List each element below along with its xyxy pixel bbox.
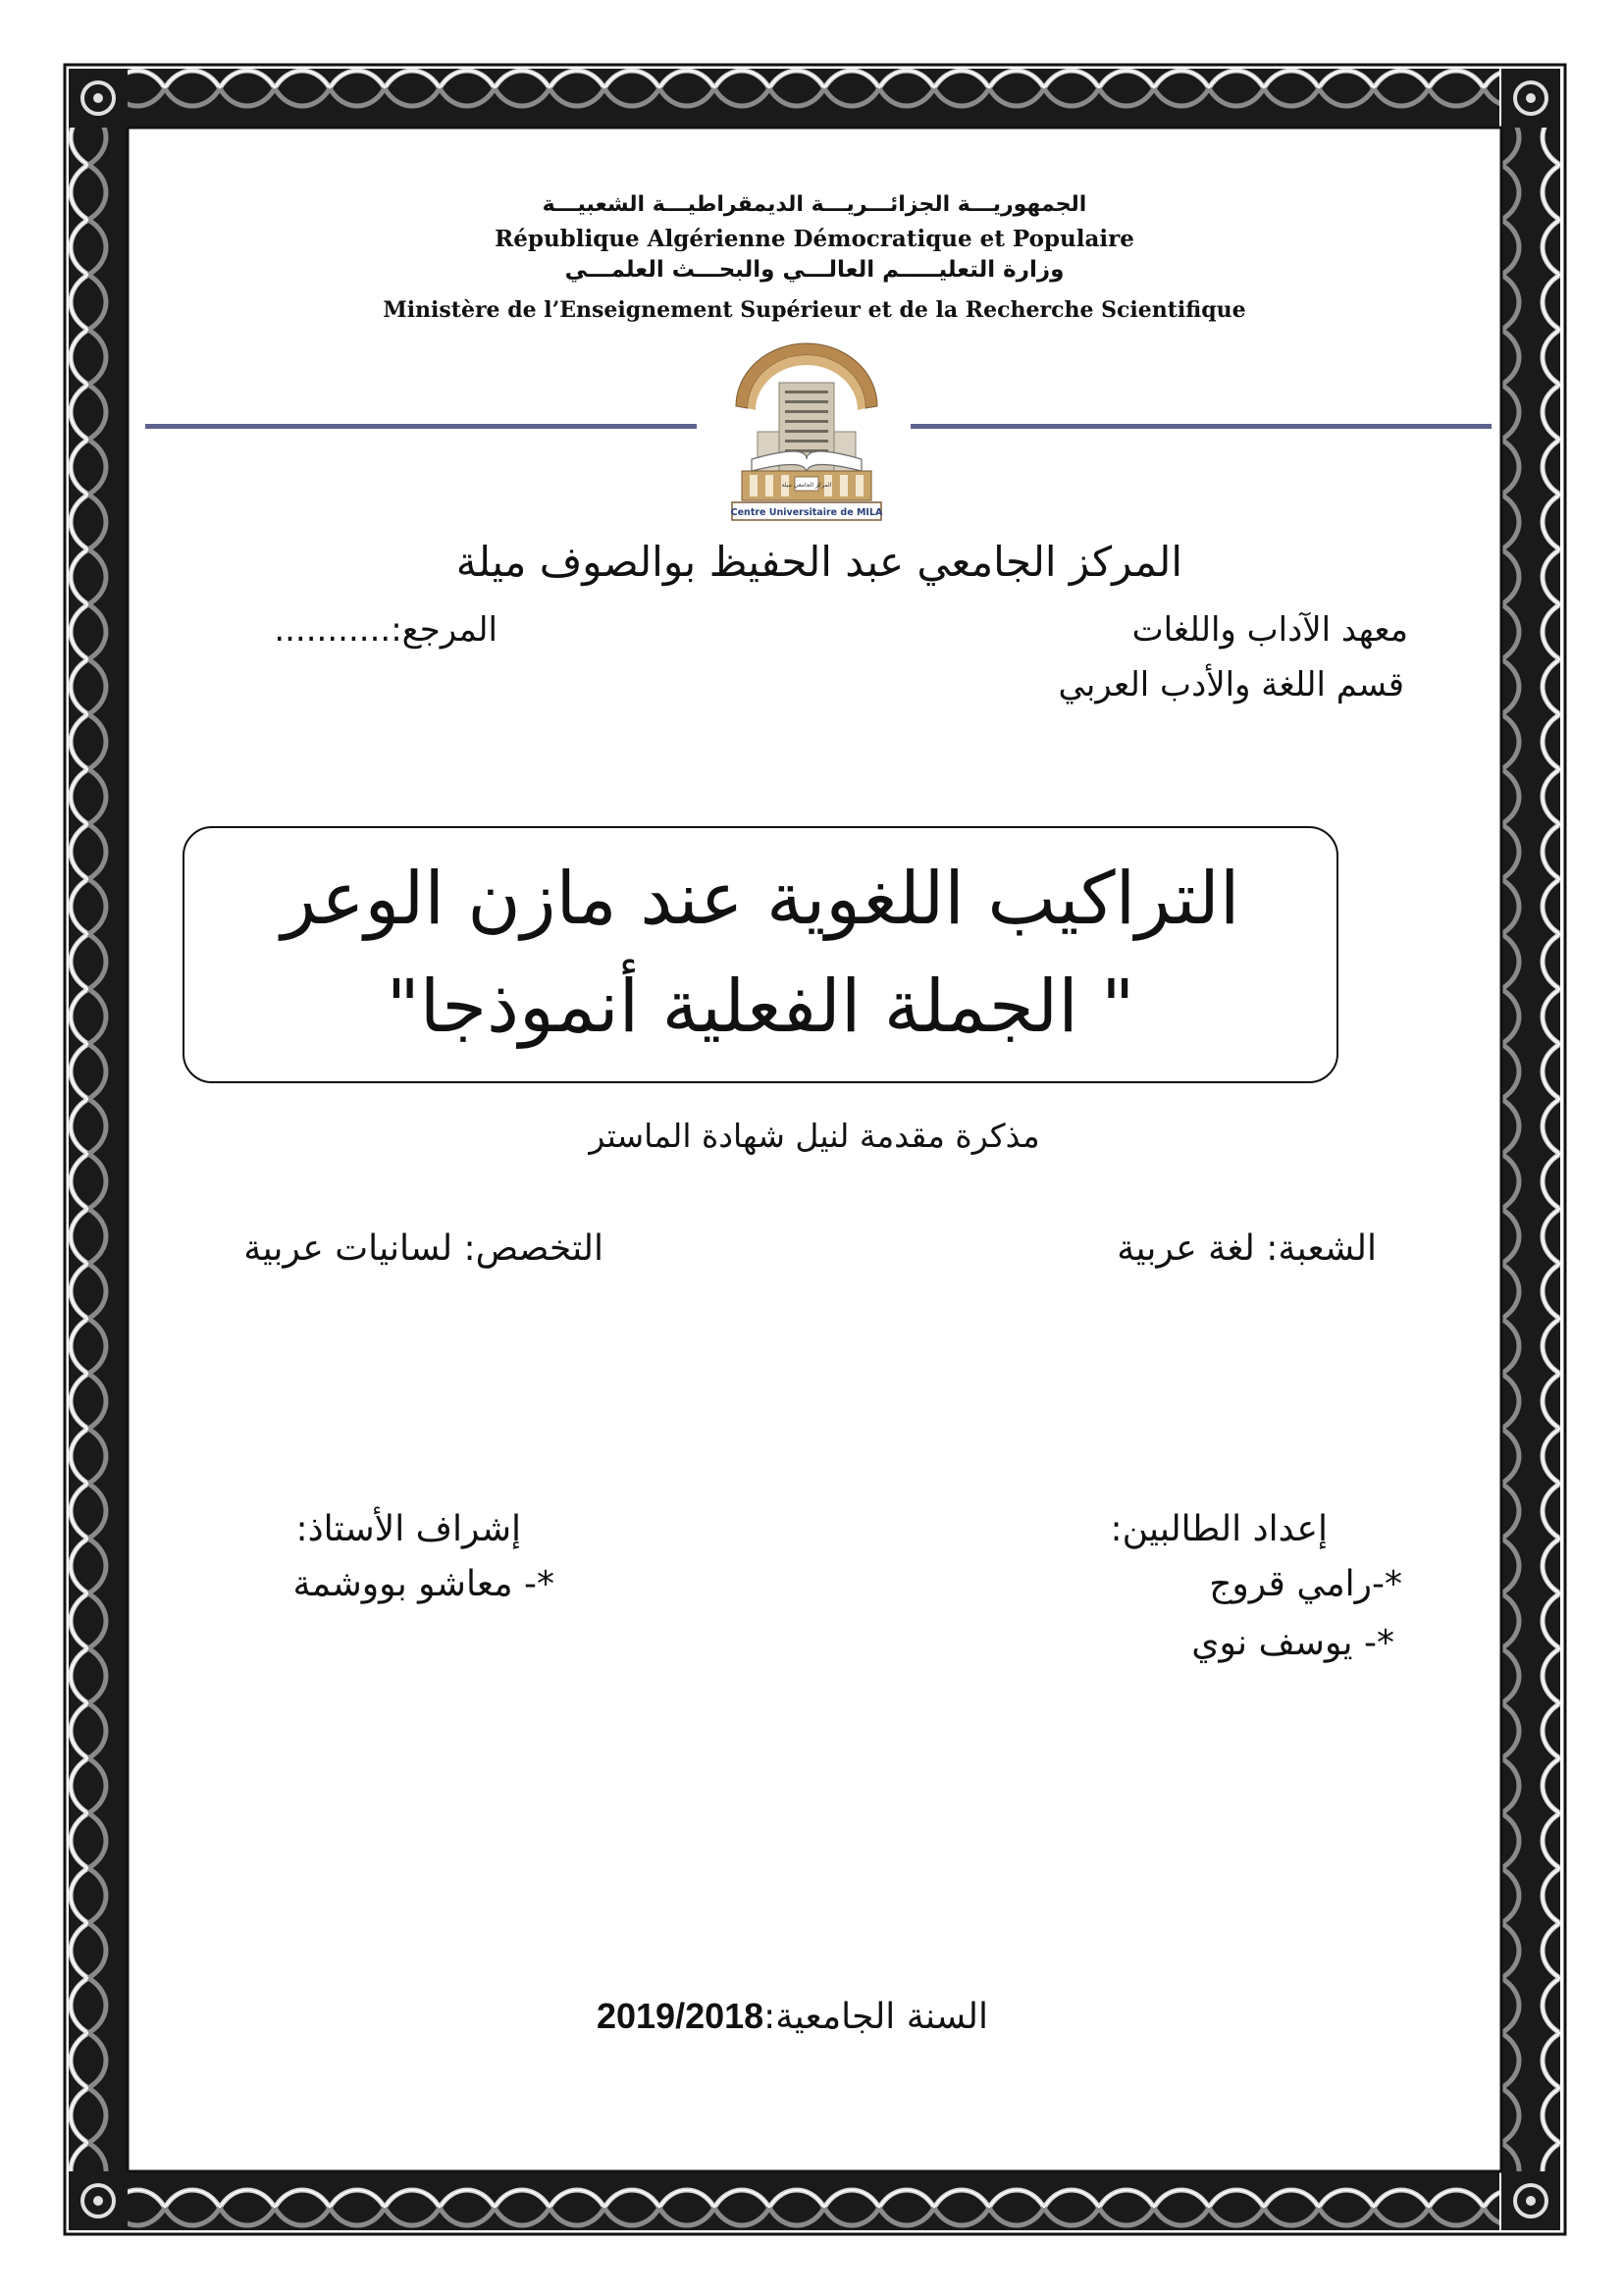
university-center-name: المركز الجامعي عبد الحفيظ بوالصوف ميلة xyxy=(455,538,1182,586)
logo-banner-text: المركز الجامعي ميلة xyxy=(781,482,832,489)
academic-year-value: 2019/2018 xyxy=(596,1996,764,2036)
thesis-title-line1: التراكيب اللغوية عند مازن الوعر xyxy=(281,857,1240,941)
header-rule-right xyxy=(911,424,1492,429)
supervisor-label: إشراف الأستاذ: xyxy=(295,1509,521,1549)
students-label: إعداد الطالبين: xyxy=(1110,1509,1328,1549)
republic-french: République Algérienne Démocratique et Populaire xyxy=(495,226,1134,252)
institute-name: معهد الآداب واللغات xyxy=(1131,610,1408,650)
department-name: قسم اللغة والأدب العربي xyxy=(1058,665,1404,704)
header-rule-left xyxy=(145,424,697,429)
university-logo xyxy=(722,338,891,526)
ministry-french: Ministère de l’Enseignement Supérieur et de la Recherche Scientifique xyxy=(383,297,1246,323)
republic-arabic: الجمهوريـــة الجزائـــريـــة الديمقراطيـــة الشعبيـــة xyxy=(542,192,1087,217)
ministry-arabic: وزارة التعليـــــم العالـــي والبحـــث العلمـــي xyxy=(564,257,1065,283)
student-name: *- يوسف نوي xyxy=(1191,1623,1394,1663)
logo-caption: Centre Universitaire de MILA xyxy=(730,507,883,518)
academic-year xyxy=(597,1996,988,2037)
branch-field: الشعبة: لغة عربية xyxy=(1117,1228,1377,1269)
supervisor-name: *- معاشو بووشمة xyxy=(292,1564,554,1604)
academic-year-label: السنة الجامعية: xyxy=(763,1997,988,2037)
specialty-field: التخصص: لسانيات عربية xyxy=(243,1228,603,1269)
thesis-subtitle: مذكرة مقدمة لنيل شهادة الماستر xyxy=(589,1117,1040,1155)
student-name: *-رامي قروج xyxy=(1209,1564,1402,1604)
thesis-title-line2: " الجملة الفعلية أنموذجا" xyxy=(386,965,1135,1049)
reference-number: المرجع:........... xyxy=(274,610,498,650)
